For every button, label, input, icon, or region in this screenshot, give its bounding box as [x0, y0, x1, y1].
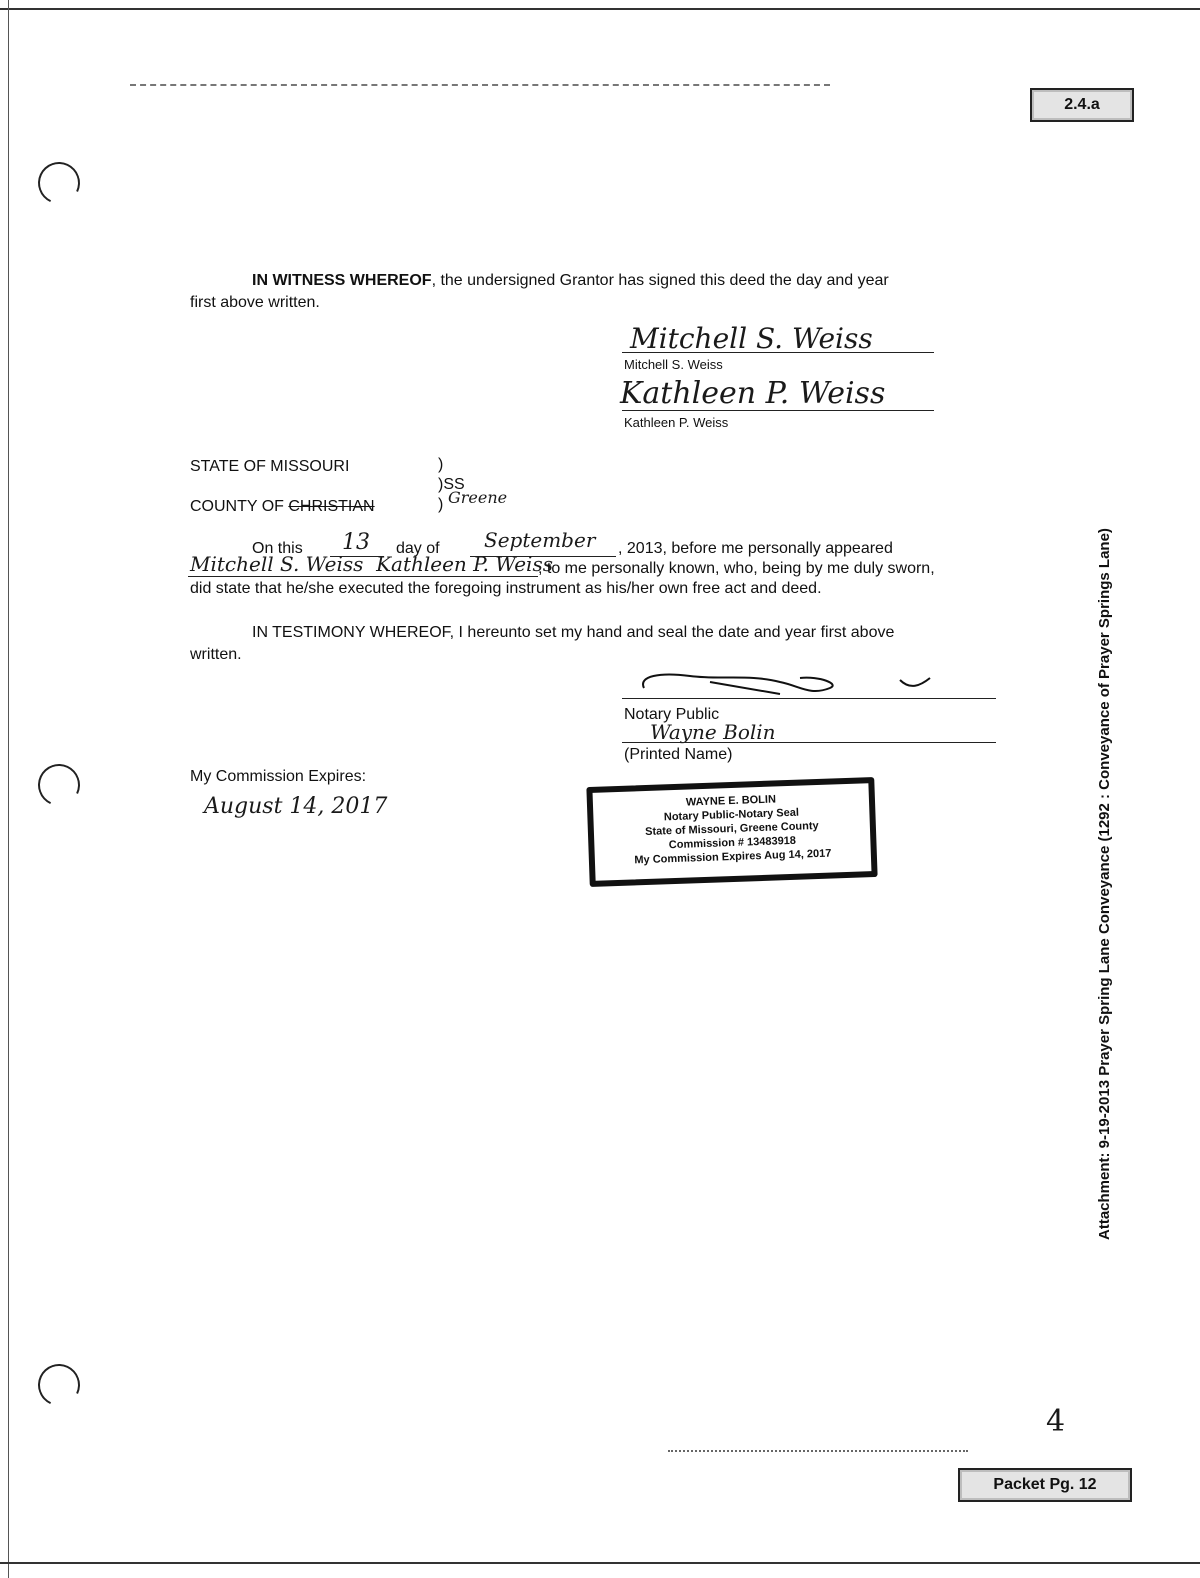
state-label: STATE OF MISSOURI [190, 458, 350, 475]
ack-day-of: day of [396, 540, 440, 557]
signature-mitchell: Mitchell S. Weiss [630, 322, 873, 355]
witness-text: , the undersigned Grantor has signed this deed the day and year [431, 272, 889, 289]
ack-line3: did state that he/she executed the foregoing instrument as his/her own free act and deed. [190, 580, 822, 597]
seal-line: My Commission Expires Aug 14, 2017 [634, 847, 832, 867]
seal-line: Notary Public-Notary Seal [663, 806, 800, 824]
ack-day-value: 13 [342, 530, 370, 555]
page-left-edge [8, 0, 9, 1578]
county-label [190, 496, 375, 518]
ack-line2-rest: , to me personally known, who, being by me duly sworn, [538, 560, 935, 577]
seal-line: State of Missouri, Greene County [644, 819, 819, 839]
ack-year-rest: , 2013, before me personally appeared [618, 540, 893, 557]
paren-1: ) [438, 456, 444, 473]
witness-line-1 [252, 270, 1012, 292]
printed-name-mitchell: Mitchell S. Weiss [624, 357, 723, 372]
printed-name-kathleen: Kathleen P. Weiss [624, 415, 729, 430]
commission-label: My Commission Expires: [190, 768, 367, 785]
notary-label: Notary Public [624, 706, 720, 723]
seal-line: WAYNE E. BOLIN [685, 793, 777, 809]
attachment-side-text: Attachment: 9-19-2013 Prayer Spring Lane Conveyance (1292 : Conveyance of Prayer Springs Lane) [1096, 528, 1113, 1240]
ack-names-value: Mitchell S. Weiss Kathleen P. Weiss [190, 552, 553, 576]
page-top-edge [0, 8, 1200, 10]
witness-lead: IN WITNESS WHEREOF [252, 272, 432, 289]
testimony-line-1: IN TESTIMONY WHEREOF, I hereunto set my hand and seal the date and year first above [252, 624, 895, 641]
section-badge: 2.4.a [1030, 88, 1134, 122]
ss-mark: )SS [438, 476, 465, 493]
signature-line-2 [622, 410, 934, 411]
paren-3: ) [438, 496, 444, 513]
notary-printed-name-value: Wayne Bolin [650, 720, 776, 744]
punch-hole-top [32, 156, 86, 210]
ss-label: SS [443, 476, 465, 493]
county-prefix: COUNTY OF [190, 498, 289, 515]
county-struck: CHRISTIAN [288, 498, 375, 515]
testimony-line-2: written. [190, 646, 242, 663]
notary-seal [586, 777, 877, 887]
witness-line-2: first above written. [190, 294, 320, 311]
punch-hole-middle [32, 758, 86, 812]
notary-printed-name-label: (Printed Name) [624, 746, 733, 763]
ack-names-line [188, 576, 538, 577]
signature-kathleen: Kathleen P. Weiss [620, 376, 886, 411]
scan-dotted-line [130, 84, 830, 86]
seal-line: Commission # 13483918 [668, 834, 797, 852]
notary-signature-line [622, 698, 996, 699]
signature-line-1 [622, 352, 934, 353]
page-bottom-edge [0, 1562, 1200, 1564]
packet-page-badge: Packet Pg. 12 [958, 1468, 1132, 1502]
county-handwritten: Greene [448, 488, 508, 507]
page-number-handwritten: 4 [1046, 1404, 1066, 1439]
scan-dots-bottom [668, 1450, 968, 1452]
punch-hole-bottom [32, 1358, 86, 1412]
notary-printed-name-line [622, 742, 996, 743]
commission-value: August 14, 2017 [204, 794, 388, 819]
ack-month-value: September [484, 528, 596, 552]
ack-on-this: On this [252, 540, 303, 557]
notary-signature [630, 668, 940, 702]
